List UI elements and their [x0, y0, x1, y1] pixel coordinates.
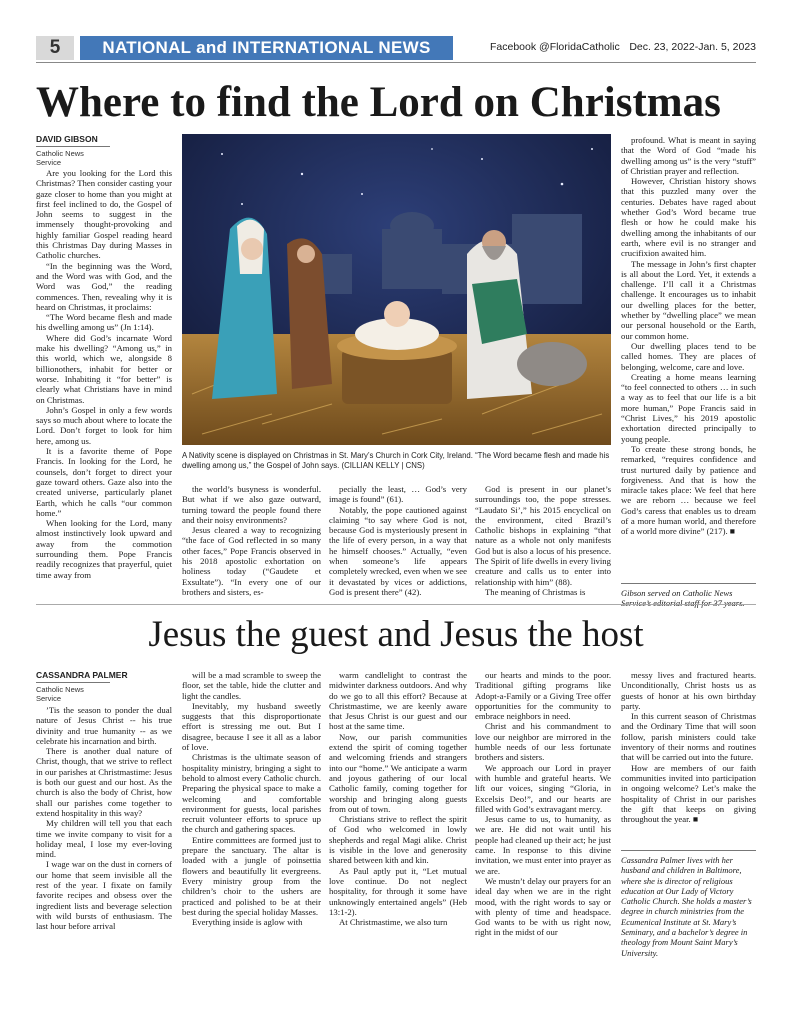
paragraph: There is another dual nature of Christ, though, that we strive to reflect in our parishes at Christmastime: Jesus is both our guest and our host. As the church is also the body of Christ, how shall our parishes come together to extend hospitality in this way? — [36, 746, 172, 818]
paragraph: “The Word became flesh and made his dwelling among us” (Jn 1:14). — [36, 312, 172, 333]
paragraph: Jesus cleared a way to recognizing “the face of God reflected in so many other faces,” Pope Francis observed in his 2018 apostolic exhortation on holiness today (“Gaudete et Exsultate”). “In every one of our brothers and sisters, es- — [182, 525, 321, 597]
photo-caption: A Nativity scene is displayed on Christmas in St. Mary’s Church in Cork City, Ireland. “The Word became flesh and made his dwelling among us,” the Gospel of John says. (CILLIAN KELLY | CNS) — [182, 451, 610, 470]
paragraph: In this current season of Christmas and the Ordinary Time that will soon follow, parish ministers could take inventory of their norms and routines that will be carried out into the future. — [621, 711, 756, 763]
paragraph: “In the beginning was the Word, and the Word was with God, and the Word was God,” the reading commences. Then, revealing why it is heard on Christmas, it proclaims: — [36, 260, 172, 312]
issue-date: Dec. 23, 2022-Jan. 5, 2023 — [629, 41, 756, 53]
paragraph: our hearts and minds to the poor. Traditional gifting programs like Adopt-a-Family or a Giving Tree offer opportunities for the community to embrace neighbors in need. — [475, 670, 611, 722]
paragraph: It is a favorite theme of Pope Francis. In looking for the Lord, he counsels, don’t forget to direct your gaze toward others. Gaze also into the created universe, particularly planet Earth, which he calls “our common home.” — [36, 446, 172, 518]
paragraph: the world’s busyness is wonderful. But what if we also gaze outward, turning toward the people found there and their noisy environments? — [182, 484, 321, 525]
page-number: 5 — [36, 36, 74, 60]
paragraph: I wage war on the dust in corners of our home that seem invisible all the rest of the year. I fixate on family favorite recipes and obsess over the ingredient lists and beverage selection with wild bursts of enthusiasm. The last hour before arrival — [36, 859, 172, 932]
paragraph: We mustn’t delay our prayers for an ideal day when we are in the right mood, with the right words to say or with plenty of time and headspace. God wants to be with us right now, right in the midst of our — [475, 875, 611, 938]
headline-article1: Where to find the Lord on Christmas — [36, 79, 721, 126]
article2-author-note: Cassandra Palmer lives with her husband and children in Baltimore, where she is director of religious education at Our Lady of Victory Catholic Church. She holds a master’s degree in church ministries from the Ecumenical Institute at St. Mary’s Seminary, and a bachelor’s degree in theology from Mount Saint Mary’s University. — [621, 850, 756, 958]
paragraph: warm candlelight to contrast the midwinter darkness outdoors. And why do we go to all this effort? Because at Christmastime, we are keenly aware that Jesus Christ is our guest and our host at the same time. — [329, 670, 467, 732]
paragraph: Everything inside is aglow with — [192, 917, 303, 928]
paragraph: pecially the least, … God’s very image is found” (61). — [329, 484, 467, 505]
paragraph: The message in John’s first chapter is all about the Lord. Yet, it extends a challenge. I’ll call it a Christmas challenge. It encourages us to inhabit our dwelling places for the better, whether by “dwelling place” we mean our personal household or the Earth, our common home. — [621, 258, 756, 341]
affiliation-article2: Catholic News Service — [36, 682, 110, 703]
paragraph: Christ and his commandment to love our neighbor are mirrored in the humble needs of our less fortunate brothers and sisters. — [475, 721, 611, 763]
paragraph: Entire committees are formed just to prepare the sanctuary. The altar is loaded with a jungle of poinsettia flowers and beautifully lit evergreens. Every ministry group from the children’s choir to the ushers are practiced and polished to be at their best during the special holiday Masses. — [182, 834, 321, 917]
article1-column-2 — [182, 484, 321, 610]
article1-column-5 — [621, 135, 756, 579]
paragraph: Christmas is the ultimate season of hospitality ministry, bringing a sight to behold to almost every Catholic church. Preparing the physical space to make a welcoming and comfortable environment for guests, local parishes recruit volunteer efforts to spruce up the church and gathering spaces. — [182, 752, 321, 835]
paragraph: Jesus came to us, to humanity, as we are. He did not wait until his people had cleaned up their act; he just came. In response to this divine invitation, we must enter into prayer as we are. — [475, 814, 611, 876]
paragraph: will be a mad scramble to sweep the floor, set the table, hide the clutter and light the candles. — [182, 670, 321, 701]
paragraph: ’Tis the season to ponder the dual nature of Jesus Christ -- his true divinity and true humanity -- as we celebrate his incarnation and birth. — [36, 705, 172, 746]
article1-column-4 — [475, 484, 611, 610]
paragraph: Our dwelling places tend to be called homes. They are places of belonging, welcome, care and love. — [621, 340, 756, 372]
paragraph: Are you looking for the Lord this Christmas? Then consider casting your gaze closer to home than you might at first feel inclined to do, the Gospel of John seems to suggest in the immensely thought-provoking and highly familiar Gospel reading heard this Christmas Day during Masses in Catholic churches. — [36, 168, 172, 261]
paragraph: How are members of our faith communities invited into participation in ongoing welcome? Let’s make the hospitality of Christ in our parishes the gift that keeps on giving throughout the year. ■ — [621, 762, 756, 825]
article2-column-4 — [475, 670, 611, 996]
paragraph: We approach our Lord in prayer with humble and grateful hearts. We lift our voices, singing “Gloria, in Excelsis Deo!”, and our hearts are filled with God’s extravagant mercy. — [475, 762, 611, 814]
headline-article2: Jesus the guest and Jesus the host — [148, 614, 644, 655]
article1-column-1 — [36, 168, 172, 610]
paragraph: However, Christian history shows that this puzzled many over the centuries. Debates have raged about whether God’s Word became true flesh or how he could make his dwelling among the inhabitants of our earth, where evil is no stranger and crucifixion awaited him. — [621, 176, 756, 259]
article2-column-5 — [621, 670, 756, 846]
paragraph: Where did God’s incarnate Word make his dwelling? “Among us,” in this world, which we, alongside 8 billionothers, inhabit for better or worse. Inhabiting it “for better” is clearly what Christians have in mind on Christmas. — [36, 332, 172, 405]
paragraph: Christians strive to reflect the spirit of God who welcomed in lowly shepherds and regal Magi alike. Christ is visible in the love and generosity shared between kith and kin. — [329, 814, 467, 866]
paragraph: God is present in our planet’s surroundings too, the pope stresses. “Laudato Si’,” his 2015 encyclical on the environment, cited Brazil’s Catholic bishops in explaining “that nature as a whole not only manifests God but is also a locus of his presence. The Spirit of life dwells in every living creature and calls us to enter into relationship with him” (88). — [475, 484, 611, 587]
paragraph: At Christmastime, we also turn — [339, 917, 448, 928]
paragraph: To create these strong bonds, he remarked, “requires confidence and trust nurtured daily by patience and forgiveness. And that is how the miracle takes place: We feel that here we are reborn … because we feel God’s caress that enables us to dream of a more human world, and therefore of a world more divine” (217). ■ — [621, 443, 756, 537]
paragraph: When looking for the Lord, many almost instinctively look upward and away from the commotion surrounding them. Pope Francis readily recognizes that prayerful, quiet time away from — [36, 518, 172, 580]
byline-article2: CASSANDRA PALMER — [36, 670, 128, 680]
paragraph: My children will tell you that each time we invite company to visit for a holiday meal, I lose my ever-loving mind. — [36, 818, 172, 860]
paragraph: Inevitably, my husband sweetly suggests that this disproportionate effort is stressing me out. But I disagree, because I see it all as a labor of love. — [182, 700, 321, 753]
page-header — [36, 36, 756, 63]
article-divider — [36, 604, 756, 605]
paragraph: Notably, the pope cautioned against claiming “to say where God is not, because God is mysteriously present in the life of every person, in a way that he himself chooses.” Actually, “even when someone’s life appears completely wrecked, even when we see it devastated by vices or addictions, God is present there” (42). — [329, 504, 467, 597]
paragraph: Creating a home means learning “to feel connected to others … in such a way as to feel that our life is a bit more human,” Pope Francis said in “Christ Lives,” his 2019 apostolic exhortation directed principally to young people. — [621, 371, 756, 444]
article2-column-2 — [182, 670, 321, 996]
byline-article1: DAVID GIBSON — [36, 134, 98, 144]
paragraph: The meaning of Christmas is — [485, 586, 586, 597]
article1-column-3 — [329, 484, 467, 610]
nativity-photo — [182, 134, 611, 445]
paragraph: profound. What is meant in saying that the Word of God “made his dwelling among us” is the very “stuff” of Christian prayer and reflection. — [621, 135, 756, 176]
paragraph: Now, our parish communities extend the spirit of coming together and welcoming friends and strangers into our “home.” We anticipate a warm and joyous gathering of our local Catholic family, coming together for worship and bringing along guests from out of town. — [329, 731, 467, 814]
section-banner: NATIONAL and INTERNATIONAL NEWS — [80, 36, 453, 60]
paragraph: As Paul aptly put it, “Let mutual love continue. Do not neglect hospitality, for through it some have unknowingly entertained angels” (Heb 13:1-2). — [329, 865, 467, 917]
facebook-handle: Facebook @FloridaCatholic — [490, 41, 620, 53]
article1-author-note: Gibson served on Catholic News Service’s editorial staff for 37 years. — [621, 583, 756, 609]
paragraph: John’s Gospel in only a few words says so much about where to locate the Lord. Don’t forget to look for him here, among us. — [36, 404, 172, 446]
paragraph: messy lives and fractured hearts. Unconditionally, Christ hosts us as guests of honor at his own birthday party. — [621, 670, 756, 711]
affiliation-article1: Catholic News Service — [36, 146, 110, 167]
article2-column-3 — [329, 670, 467, 996]
article2-column-1 — [36, 705, 172, 995]
